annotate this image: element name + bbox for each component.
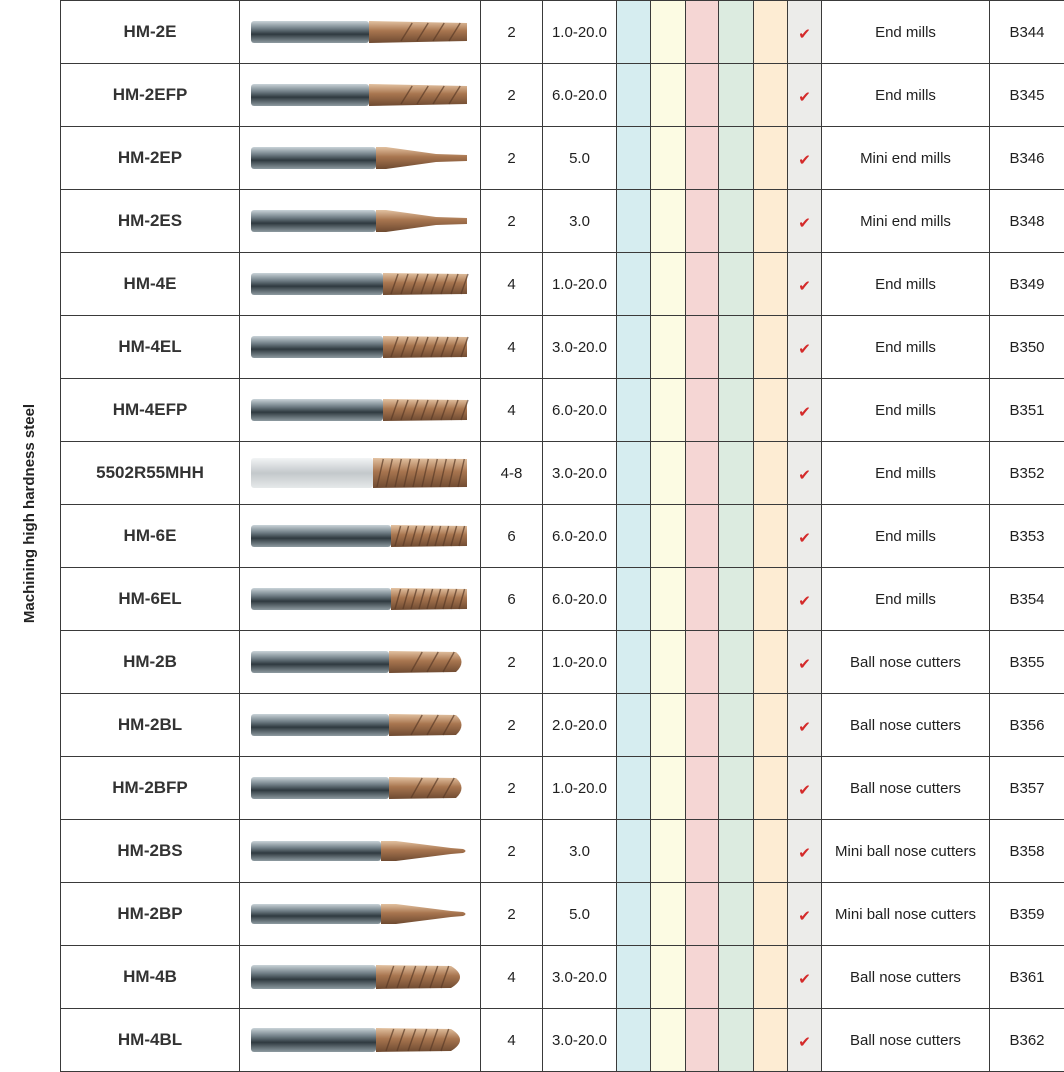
material-cell (617, 568, 651, 631)
material-cell (617, 631, 651, 694)
page-reference: B353 (990, 505, 1064, 568)
product-name: HM-2BFP (61, 757, 240, 820)
check-icon: ✔ (788, 442, 822, 505)
material-cell (686, 379, 719, 442)
end-mill-image (251, 458, 469, 488)
table-row (61, 694, 1064, 757)
tool-image-cell (240, 127, 481, 190)
table-row (61, 505, 1064, 568)
material-cell (617, 379, 651, 442)
diameter-range: 6.0-20.0 (543, 505, 617, 568)
flute-count: 4 (481, 253, 543, 316)
flute-count: 4 (481, 1009, 543, 1072)
material-cell (651, 694, 686, 757)
table-row (61, 946, 1064, 1009)
tool-type: Ball nose cutters (822, 946, 990, 1009)
table-row (61, 64, 1064, 127)
material-cell (617, 820, 651, 883)
material-cell (651, 820, 686, 883)
material-cell (686, 442, 719, 505)
tool-image-cell (240, 253, 481, 316)
diameter-range: 5.0 (543, 127, 617, 190)
material-cell (754, 253, 788, 316)
material-cell (686, 757, 719, 820)
material-cell (686, 127, 719, 190)
material-cell (617, 883, 651, 946)
page-reference: B350 (990, 316, 1064, 379)
product-name: HM-2B (61, 631, 240, 694)
material-cell (651, 1, 686, 64)
product-name: 5502R55MHH (61, 442, 240, 505)
section-side-label (0, 0, 60, 1026)
material-cell (754, 379, 788, 442)
material-cell (719, 757, 754, 820)
table-row (61, 631, 1064, 694)
tool-type: Mini end mills (822, 127, 990, 190)
page-reference: B351 (990, 379, 1064, 442)
check-icon: ✔ (788, 694, 822, 757)
diameter-range: 1.0-20.0 (543, 631, 617, 694)
material-cell (686, 694, 719, 757)
table-row (61, 820, 1064, 883)
tool-image-cell (240, 64, 481, 127)
material-cell (754, 757, 788, 820)
check-icon: ✔ (788, 631, 822, 694)
tool-image-cell (240, 1, 481, 64)
flute-count: 4 (481, 379, 543, 442)
check-icon: ✔ (788, 127, 822, 190)
tool-type: Ball nose cutters (822, 1009, 990, 1072)
diameter-range: 6.0-20.0 (543, 568, 617, 631)
tool-image-cell (240, 820, 481, 883)
end-mill-image (251, 521, 469, 551)
check-icon: ✔ (788, 820, 822, 883)
material-cell (617, 1009, 651, 1072)
page-reference: B344 (990, 1, 1064, 64)
diameter-range: 5.0 (543, 883, 617, 946)
material-cell (651, 1009, 686, 1072)
material-cell (754, 568, 788, 631)
tool-type: Mini ball nose cutters (822, 883, 990, 946)
material-cell (617, 316, 651, 379)
tool-image-cell (240, 379, 481, 442)
tool-type: End mills (822, 1, 990, 64)
diameter-range: 3.0-20.0 (543, 316, 617, 379)
material-cell (651, 379, 686, 442)
flute-count: 4 (481, 946, 543, 1009)
material-cell (651, 64, 686, 127)
material-cell (754, 883, 788, 946)
product-name: HM-2E (61, 1, 240, 64)
product-name: HM-2BL (61, 694, 240, 757)
material-cell (651, 127, 686, 190)
material-cell (754, 64, 788, 127)
end-mill-image (251, 17, 469, 47)
tool-type: End mills (822, 505, 990, 568)
flute-count: 6 (481, 505, 543, 568)
material-cell (754, 127, 788, 190)
product-table (60, 0, 1064, 1072)
tool-type: Ball nose cutters (822, 757, 990, 820)
end-mill-image (251, 80, 469, 110)
product-name: HM-4BL (61, 1009, 240, 1072)
table-row (61, 316, 1064, 379)
tool-type: End mills (822, 316, 990, 379)
material-cell (686, 64, 719, 127)
tool-image-cell (240, 694, 481, 757)
material-cell (686, 190, 719, 253)
diameter-range: 3.0-20.0 (543, 946, 617, 1009)
tool-type: Mini ball nose cutters (822, 820, 990, 883)
side-label-text: Machining high hardness steel (22, 403, 39, 622)
material-cell (686, 253, 719, 316)
tool-image-cell (240, 568, 481, 631)
material-cell (719, 379, 754, 442)
check-icon: ✔ (788, 1, 822, 64)
flute-count: 2 (481, 190, 543, 253)
material-cell (719, 1009, 754, 1072)
material-cell (754, 190, 788, 253)
table-row (61, 1009, 1064, 1072)
material-cell (651, 757, 686, 820)
page-reference: B362 (990, 1009, 1064, 1072)
end-mill-image (251, 395, 469, 425)
material-cell (617, 757, 651, 820)
check-icon: ✔ (788, 379, 822, 442)
tool-image-cell (240, 190, 481, 253)
check-icon: ✔ (788, 757, 822, 820)
material-cell (686, 568, 719, 631)
material-cell (651, 316, 686, 379)
table-row (61, 442, 1064, 505)
tool-type: End mills (822, 64, 990, 127)
end-mill-image (251, 1025, 469, 1055)
page-reference: B358 (990, 820, 1064, 883)
material-cell (754, 820, 788, 883)
material-cell (719, 505, 754, 568)
product-name: HM-6EL (61, 568, 240, 631)
flute-count: 4 (481, 316, 543, 379)
material-cell (617, 505, 651, 568)
table-row (61, 883, 1064, 946)
material-cell (617, 127, 651, 190)
tool-type: End mills (822, 442, 990, 505)
end-mill-image (251, 836, 469, 866)
table-row (61, 190, 1064, 253)
material-cell (754, 946, 788, 1009)
product-name: HM-4EL (61, 316, 240, 379)
tool-image-cell (240, 442, 481, 505)
material-cell (754, 1, 788, 64)
diameter-range: 3.0-20.0 (543, 1009, 617, 1072)
product-name: HM-4EFP (61, 379, 240, 442)
product-name: HM-2EFP (61, 64, 240, 127)
tool-type: Mini end mills (822, 190, 990, 253)
check-icon: ✔ (788, 505, 822, 568)
check-icon: ✔ (788, 64, 822, 127)
product-name: HM-4B (61, 946, 240, 1009)
material-cell (651, 253, 686, 316)
page-reference: B355 (990, 631, 1064, 694)
material-cell (719, 127, 754, 190)
end-mill-image (251, 206, 469, 236)
material-cell (651, 505, 686, 568)
flute-count: 6 (481, 568, 543, 631)
product-name: HM-6E (61, 505, 240, 568)
tool-image-cell (240, 505, 481, 568)
end-mill-image (251, 773, 469, 803)
page-reference: B361 (990, 946, 1064, 1009)
table-row (61, 568, 1064, 631)
material-cell (686, 883, 719, 946)
page-reference: B348 (990, 190, 1064, 253)
end-mill-image (251, 584, 469, 614)
page-reference: B352 (990, 442, 1064, 505)
material-cell (754, 1009, 788, 1072)
end-mill-image (251, 143, 469, 173)
material-cell (719, 946, 754, 1009)
product-name: HM-2BP (61, 883, 240, 946)
flute-count: 2 (481, 1, 543, 64)
diameter-range: 1.0-20.0 (543, 1, 617, 64)
flute-count: 2 (481, 757, 543, 820)
flute-count: 2 (481, 694, 543, 757)
material-cell (719, 316, 754, 379)
material-cell (754, 505, 788, 568)
diameter-range: 1.0-20.0 (543, 253, 617, 316)
table-row (61, 1, 1064, 64)
material-cell (754, 442, 788, 505)
material-cell (719, 694, 754, 757)
check-icon: ✔ (788, 316, 822, 379)
tool-image-cell (240, 757, 481, 820)
product-name: HM-2ES (61, 190, 240, 253)
product-name: HM-2BS (61, 820, 240, 883)
check-icon: ✔ (788, 946, 822, 1009)
material-cell (719, 883, 754, 946)
product-name: HM-4E (61, 253, 240, 316)
material-cell (651, 946, 686, 1009)
tool-image-cell (240, 1009, 481, 1072)
material-cell (651, 190, 686, 253)
end-mill-image (251, 962, 469, 992)
check-icon: ✔ (788, 253, 822, 316)
material-cell (719, 568, 754, 631)
diameter-range: 1.0-20.0 (543, 757, 617, 820)
check-icon: ✔ (788, 568, 822, 631)
material-cell (686, 631, 719, 694)
diameter-range: 3.0 (543, 820, 617, 883)
end-mill-image (251, 899, 469, 929)
tool-type: End mills (822, 379, 990, 442)
table-row (61, 253, 1064, 316)
flute-count: 2 (481, 631, 543, 694)
material-cell (617, 946, 651, 1009)
diameter-range: 6.0-20.0 (543, 379, 617, 442)
check-icon: ✔ (788, 1009, 822, 1072)
material-cell (719, 64, 754, 127)
table-row (61, 757, 1064, 820)
product-name: HM-2EP (61, 127, 240, 190)
material-cell (617, 190, 651, 253)
flute-count: 2 (481, 64, 543, 127)
flute-count: 4-8 (481, 442, 543, 505)
diameter-range: 6.0-20.0 (543, 64, 617, 127)
flute-count: 2 (481, 127, 543, 190)
tool-type: End mills (822, 568, 990, 631)
page-reference: B345 (990, 64, 1064, 127)
end-mill-image (251, 269, 469, 299)
table-row (61, 379, 1064, 442)
tool-type: Ball nose cutters (822, 694, 990, 757)
diameter-range: 3.0-20.0 (543, 442, 617, 505)
diameter-range: 3.0 (543, 190, 617, 253)
tool-image-cell (240, 946, 481, 1009)
material-cell (617, 442, 651, 505)
table-row (61, 127, 1064, 190)
flute-count: 2 (481, 820, 543, 883)
tool-image-cell (240, 631, 481, 694)
material-cell (686, 316, 719, 379)
tool-image-cell (240, 316, 481, 379)
material-cell (651, 442, 686, 505)
page-reference: B346 (990, 127, 1064, 190)
material-cell (686, 946, 719, 1009)
material-cell (651, 631, 686, 694)
page-reference: B356 (990, 694, 1064, 757)
material-cell (719, 1, 754, 64)
end-mill-image (251, 710, 469, 740)
diameter-range: 2.0-20.0 (543, 694, 617, 757)
end-mill-image (251, 647, 469, 677)
material-cell (719, 442, 754, 505)
material-cell (719, 253, 754, 316)
material-cell (686, 1009, 719, 1072)
material-cell (754, 316, 788, 379)
check-icon: ✔ (788, 190, 822, 253)
page-reference: B354 (990, 568, 1064, 631)
page-reference: B359 (990, 883, 1064, 946)
material-cell (617, 253, 651, 316)
tool-type: Ball nose cutters (822, 631, 990, 694)
material-cell (719, 820, 754, 883)
material-cell (651, 568, 686, 631)
material-cell (686, 1, 719, 64)
material-cell (617, 694, 651, 757)
material-cell (651, 883, 686, 946)
check-icon: ✔ (788, 883, 822, 946)
flute-count: 2 (481, 883, 543, 946)
material-cell (719, 631, 754, 694)
page-reference: B349 (990, 253, 1064, 316)
page-reference: B357 (990, 757, 1064, 820)
material-cell (617, 64, 651, 127)
end-mill-image (251, 332, 469, 362)
product-table-body (61, 1, 1064, 1072)
material-cell (719, 190, 754, 253)
material-cell (686, 505, 719, 568)
tool-type: End mills (822, 253, 990, 316)
material-cell (686, 820, 719, 883)
tool-image-cell (240, 883, 481, 946)
material-cell (754, 631, 788, 694)
material-cell (754, 694, 788, 757)
material-cell (617, 1, 651, 64)
